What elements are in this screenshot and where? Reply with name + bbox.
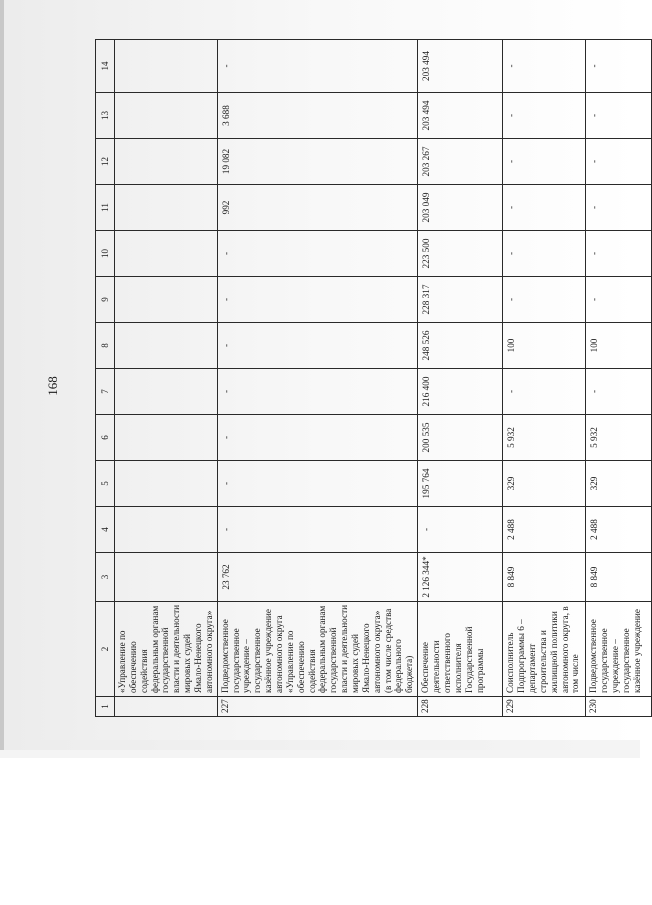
table-row [586,40,652,717]
col-header: 9 [96,277,115,323]
cell-value [115,323,218,369]
cell-value: - [217,461,417,507]
cell-value: 203 267 [418,139,503,185]
rotated-table [95,40,642,717]
cell-value: 329 [503,461,586,507]
cell-value: - [503,231,586,277]
cell-value: - [418,507,503,553]
table-row [503,40,586,717]
cell-value: 100 [586,323,652,369]
table-row [418,40,503,717]
cell-value: 5 932 [586,415,652,461]
cell-value [115,139,218,185]
col-header: 10 [96,231,115,277]
cell-value: 195 764 [418,461,503,507]
row-name: Обеспечение деятельности ответственного исполнителя Государственной программы [418,602,503,697]
col-header: 7 [96,369,115,415]
cell-value: - [503,369,586,415]
cell-value: - [586,277,652,323]
cell-value: 19 082 [217,139,417,185]
cell-value: 8 849 [586,553,652,602]
col-header: 11 [96,185,115,231]
cell-value: 329 [586,461,652,507]
cell-value: - [217,415,417,461]
cell-value: - [586,231,652,277]
cell-value [115,277,218,323]
cell-value: - [586,185,652,231]
row-number: 228 [418,697,503,717]
cell-value [115,185,218,231]
cell-value: - [217,507,417,553]
cell-value: 2 126 344* [418,553,503,602]
cell-value: - [503,40,586,93]
cell-value: - [217,277,417,323]
col-header: 13 [96,93,115,139]
row-name: Подведомственное государственное учреждение – государственное казённое учреждение [586,602,652,697]
cell-value [115,415,218,461]
cell-value [115,553,218,602]
cell-value: - [217,40,417,93]
cell-value: 248 526 [418,323,503,369]
cell-value: - [586,93,652,139]
cell-value [115,507,218,553]
col-header: 3 [96,553,115,602]
cell-value: - [503,185,586,231]
col-header: 14 [96,40,115,93]
header-row [96,40,115,717]
row-name: Подведомственное государственное учреждение – государственное казённое учреждение автономного округа «Управление по обеспечению содействия федеральным органам государственной власти и деятельности мировых судей Ямало-Ненецкого автономного округа» (в том числе средства федерального бюджета) [217,602,417,697]
row-name: «Управление по обеспечению содействия федеральным органам государственной власти и деятельности мировых судей Ямало-Ненецкого автономного округа» [115,602,218,697]
row-number: 227 [217,697,417,717]
col-header: 12 [96,139,115,185]
cell-value: 203 049 [418,185,503,231]
cell-value: 223 500 [418,231,503,277]
cell-value: 228 317 [418,277,503,323]
cell-value [115,369,218,415]
row-number: 230 [586,697,652,717]
cell-value: 23 762 [217,553,417,602]
cell-value [115,461,218,507]
cell-value: 216 400 [418,369,503,415]
cell-value: - [217,231,417,277]
cell-value: 5 932 [503,415,586,461]
col-header: 4 [96,507,115,553]
cell-value: 992 [217,185,417,231]
cell-value [115,40,218,93]
cell-value: - [586,139,652,185]
cell-value: - [217,323,417,369]
cell-value [115,93,218,139]
table-row [217,40,417,717]
cell-value: 200 535 [418,415,503,461]
cell-value: 2 488 [503,507,586,553]
cell-value: 100 [503,323,586,369]
cell-value: 3 688 [217,93,417,139]
page-number: 168 [45,376,60,396]
cell-value: - [503,93,586,139]
cell-value: 8 849 [503,553,586,602]
row-number: 229 [503,697,586,717]
col-header: 8 [96,323,115,369]
cell-value: - [503,139,586,185]
row-name: Соисполнитель Подпрограммы 6 – департамент строительства и жилищной политики автономного округа, в том числе [503,602,586,697]
table-row [115,40,218,717]
col-header: 5 [96,461,115,507]
col-header: 2 [96,602,115,697]
budget-table [95,39,652,717]
cell-value: - [503,277,586,323]
cell-value: 203 494 [418,40,503,93]
cell-value: 203 494 [418,93,503,139]
cell-value: - [586,369,652,415]
cell-value: - [217,369,417,415]
rotated-table-container [95,40,642,717]
cell-value: 2 488 [586,507,652,553]
col-header: 6 [96,415,115,461]
row-number [115,697,218,717]
cell-value [115,231,218,277]
col-header: 1 [96,697,115,717]
cell-value: - [586,40,652,93]
